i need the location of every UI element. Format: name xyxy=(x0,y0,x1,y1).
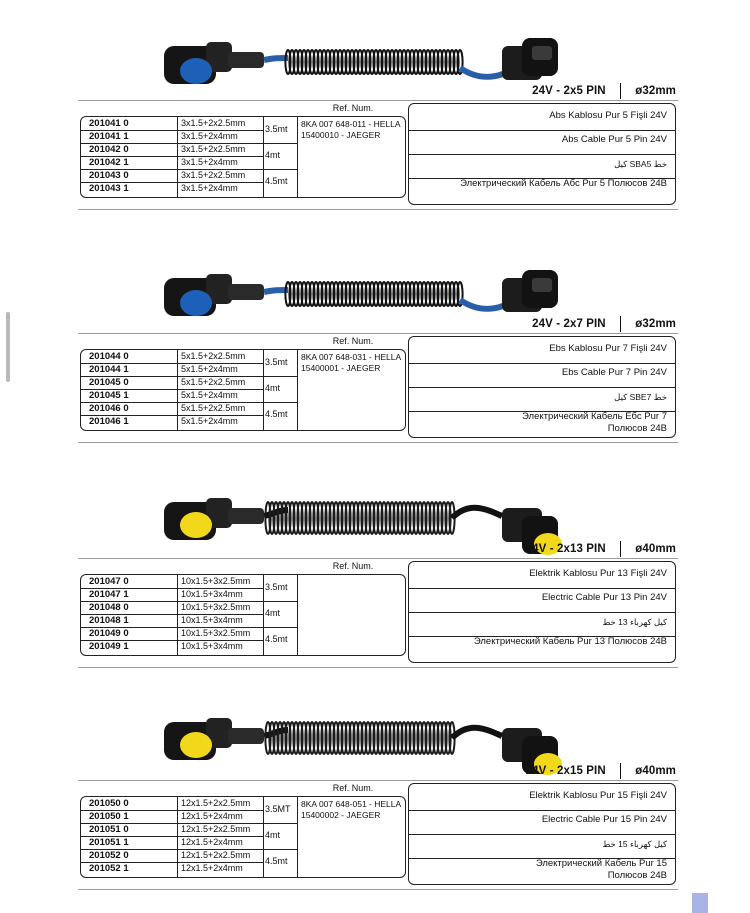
product-table xyxy=(78,333,678,443)
cable-size: 12x1.5+2x2.5mm xyxy=(181,850,251,860)
cable-size: 10x1.5+3x2.5mm xyxy=(181,628,251,638)
length-divider xyxy=(263,169,297,170)
cable-length: 4mt xyxy=(265,830,281,840)
cable-length: 4mt xyxy=(265,608,281,618)
product-code: 201044 1 xyxy=(89,364,129,375)
left-plug xyxy=(164,498,264,540)
ref-num-header: Ref. Num. xyxy=(332,783,374,793)
table-row xyxy=(81,389,263,402)
table-row xyxy=(81,415,263,428)
product-code: 201052 0 xyxy=(89,850,129,861)
product-table xyxy=(78,780,678,890)
pin-spec: 24V - 2x13 PIN xyxy=(525,543,606,555)
table-row xyxy=(81,862,263,875)
table-row xyxy=(81,810,263,823)
product-table xyxy=(78,100,678,210)
description-divider xyxy=(409,130,675,131)
description-box xyxy=(408,336,676,438)
code-box xyxy=(80,116,406,198)
cable-tail xyxy=(452,508,502,518)
table-row xyxy=(81,156,263,169)
plug-face xyxy=(180,512,212,538)
product-code: 201050 1 xyxy=(89,811,129,822)
cable-coil xyxy=(285,282,462,306)
product-description: کیل کهرباء 15 خط xyxy=(602,839,667,849)
description-divider xyxy=(409,612,675,613)
product-code: 201050 0 xyxy=(89,798,129,809)
code-box xyxy=(80,349,406,431)
ref-num-header: Ref. Num. xyxy=(332,103,374,113)
reference-number: 8KA 007 648-051 - HELLA xyxy=(301,799,402,809)
product-description: کیل SBA5 خط xyxy=(614,159,667,169)
cable-length: 4.5mt xyxy=(265,634,288,644)
description-box xyxy=(408,103,676,205)
description-divider xyxy=(409,810,675,811)
product-code: 201049 1 xyxy=(89,641,129,652)
code-box xyxy=(80,796,406,878)
reference-number: 15400002 - JAEGER xyxy=(301,810,381,820)
length-divider xyxy=(263,402,297,403)
product-code: 201052 1 xyxy=(89,863,129,874)
description-divider xyxy=(409,588,675,589)
diameter-spec: ø40mm xyxy=(635,543,676,555)
page-scrollbar[interactable] xyxy=(6,312,10,382)
product-description: Ebs Kablosu Pur 7 Fişli 24V xyxy=(549,343,667,354)
length-divider xyxy=(263,143,297,144)
description-box xyxy=(408,783,676,885)
diameter-spec: ø32mm xyxy=(635,318,676,330)
product-code: 201044 0 xyxy=(89,351,129,362)
cable-size: 5x1.5+2x4mm xyxy=(181,390,238,400)
column-divider xyxy=(177,350,178,430)
cable-length: 3.5mt xyxy=(265,124,288,134)
table-row xyxy=(81,849,263,862)
right-plug xyxy=(502,270,558,312)
reference-number: 15400001 - JAEGER xyxy=(301,363,381,373)
spec-separator xyxy=(620,316,622,332)
column-divider xyxy=(263,797,264,877)
column-divider xyxy=(177,575,178,655)
reference-number: 8KA 007 648-031 - HELLA xyxy=(301,352,402,362)
product-code: 201046 0 xyxy=(89,403,129,414)
length-divider xyxy=(263,849,297,850)
ref-num-header: Ref. Num. xyxy=(332,336,374,346)
column-divider xyxy=(263,575,264,655)
spec-line xyxy=(526,540,676,558)
cable-lead xyxy=(264,58,288,60)
pin-spec: 24V - 2x5 PIN xyxy=(532,85,606,97)
product-code: 201048 0 xyxy=(89,602,129,613)
description-divider xyxy=(409,154,675,155)
product-description: کیل کهرباء 13 خط xyxy=(602,617,667,627)
cable-length: 3.5mt xyxy=(265,357,288,367)
spec-separator xyxy=(620,763,622,779)
product-code: 201045 1 xyxy=(89,390,129,401)
cable-size: 3x1.5+2x2.5mm xyxy=(181,170,246,180)
cable-coil xyxy=(265,502,454,534)
reference-numbers xyxy=(301,119,406,141)
product-table xyxy=(78,558,678,668)
product-description: Ebs Cable Pur 7 Pin 24V xyxy=(561,367,667,378)
product-code: 201041 1 xyxy=(89,131,129,142)
product-description: Electric Cable Pur 15 Pin 24V xyxy=(541,814,667,825)
table-row xyxy=(81,182,263,195)
left-plug xyxy=(164,274,264,316)
length-divider xyxy=(263,376,297,377)
table-row xyxy=(81,143,263,156)
product-section xyxy=(78,480,678,668)
product-description: Abs Kablosu Pur 5 Fişli 24V xyxy=(549,110,667,121)
cable-length: 4.5mt xyxy=(265,409,288,419)
product-section xyxy=(78,250,678,443)
ref-num-header: Ref. Num. xyxy=(332,561,374,571)
diameter-spec: ø32mm xyxy=(635,85,676,97)
table-row xyxy=(81,601,263,614)
plug-face xyxy=(180,732,212,758)
table-row xyxy=(81,797,263,810)
spec-line xyxy=(532,315,676,333)
description-divider xyxy=(409,363,675,364)
length-divider xyxy=(263,823,297,824)
plug-face xyxy=(180,290,212,316)
product-description: Elektrik Kablosu Pur 15 Fişli 24V xyxy=(529,790,667,801)
product-description: Электрический Кабель Pur 13 Полюсов 24В xyxy=(473,636,667,647)
cable-size: 3x1.5+2x4mm xyxy=(181,183,238,193)
cable-size: 10x1.5+3x2.5mm xyxy=(181,602,251,612)
reference-number: 15400010 - JAEGER xyxy=(301,130,381,140)
spec-separator xyxy=(620,83,622,99)
cable-lead xyxy=(264,290,288,292)
table-row xyxy=(81,402,263,415)
cable-tail xyxy=(452,728,502,738)
table-row xyxy=(81,130,263,143)
product-code: 201046 1 xyxy=(89,416,129,427)
column-divider xyxy=(263,350,264,430)
spec-line xyxy=(532,82,676,100)
product-code: 201048 1 xyxy=(89,615,129,626)
cable-size: 3x1.5+2x4mm xyxy=(181,131,238,141)
cable-size: 12x1.5+2x2.5mm xyxy=(181,824,251,834)
code-box xyxy=(80,574,406,656)
cable-size: 10x1.5+3x2.5mm xyxy=(181,576,251,586)
cable-length: 3.5mt xyxy=(265,582,288,592)
product-code: 201042 1 xyxy=(89,157,129,168)
cable-size: 3x1.5+2x2.5mm xyxy=(181,118,246,128)
product-code: 201041 0 xyxy=(89,118,129,129)
product-code: 201043 0 xyxy=(89,170,129,181)
reference-numbers xyxy=(301,799,406,821)
cable-size: 10x1.5+3x4mm xyxy=(181,615,243,625)
product-description: Электрический Кабель Абс Pur 5 Полюсов 24В xyxy=(460,178,667,189)
cable-length: 4mt xyxy=(265,383,281,393)
product-description: Электрический Кабель Ебс Pur 7 Полюсов 24В xyxy=(522,411,667,434)
product-section xyxy=(78,18,678,210)
cable-length: 4.5mt xyxy=(265,176,288,186)
table-row xyxy=(81,363,263,376)
pin-spec: 24V - 2x7 PIN xyxy=(532,318,606,330)
table-row xyxy=(81,640,263,653)
column-divider xyxy=(177,797,178,877)
product-description: Abs Cable Pur 5 Pin 24V xyxy=(561,134,667,145)
left-plug xyxy=(164,42,264,84)
table-row xyxy=(81,169,263,182)
column-divider xyxy=(263,117,264,197)
length-divider xyxy=(263,601,297,602)
description-divider xyxy=(409,834,675,835)
table-row xyxy=(81,836,263,849)
table-row xyxy=(81,376,263,389)
spec-line xyxy=(526,762,676,780)
corner-tab[interactable] xyxy=(692,893,708,913)
reference-numbers xyxy=(301,352,406,374)
cable-size: 3x1.5+2x2.5mm xyxy=(181,144,246,154)
right-plug xyxy=(502,38,558,80)
cable-size: 5x1.5+2x2.5mm xyxy=(181,377,246,387)
product-code: 201047 1 xyxy=(89,589,129,600)
product-description: Electric Cable Pur 13 Pin 24V xyxy=(541,592,667,603)
table-row xyxy=(81,575,263,588)
cable-size: 12x1.5+2x2.5mm xyxy=(181,798,251,808)
product-description: Elektrik Kablosu Pur 13 Fişli 24V xyxy=(529,568,667,579)
length-divider xyxy=(263,627,297,628)
pin-spec: 24V - 2x15 PIN xyxy=(525,765,606,777)
product-description: کیل SBE7 خط xyxy=(614,392,667,402)
product-description: Электрический Кабель Pur 15 Полюсов 24В xyxy=(535,858,667,881)
cable-size: 10x1.5+3x4mm xyxy=(181,641,243,651)
product-code: 201051 0 xyxy=(89,824,129,835)
table-row xyxy=(81,350,263,363)
cable-size: 3x1.5+2x4mm xyxy=(181,157,238,167)
diameter-spec: ø40mm xyxy=(635,765,676,777)
table-row xyxy=(81,588,263,601)
table-row xyxy=(81,823,263,836)
plug-face xyxy=(180,58,212,84)
cable-size: 12x1.5+2x4mm xyxy=(181,811,243,821)
cable-size: 5x1.5+2x2.5mm xyxy=(181,403,246,413)
cable-size: 12x1.5+2x4mm xyxy=(181,863,243,873)
reference-number: 8KA 007 648-011 - HELLA xyxy=(301,119,401,129)
left-plug xyxy=(164,718,264,760)
cable-length: 3.5MT xyxy=(265,804,291,814)
product-code: 201047 0 xyxy=(89,576,129,587)
cable-size: 5x1.5+2x4mm xyxy=(181,416,238,426)
cable-lead xyxy=(264,730,288,736)
product-code: 201045 0 xyxy=(89,377,129,388)
column-divider xyxy=(177,117,178,197)
cable-size: 5x1.5+2x4mm xyxy=(181,364,238,374)
product-code: 201049 0 xyxy=(89,628,129,639)
cable-length: 4.5mt xyxy=(265,856,288,866)
cable-length: 4mt xyxy=(265,150,281,160)
cable-coil xyxy=(265,722,454,754)
cable-lead xyxy=(264,510,288,516)
cable-size: 5x1.5+2x2.5mm xyxy=(181,351,246,361)
cable-coil xyxy=(285,50,462,74)
product-code: 201043 1 xyxy=(89,183,129,194)
product-section xyxy=(78,700,678,890)
product-code: 201042 0 xyxy=(89,144,129,155)
table-row xyxy=(81,627,263,640)
spec-separator xyxy=(620,541,622,557)
cable-size: 12x1.5+2x4mm xyxy=(181,837,243,847)
description-box xyxy=(408,561,676,663)
table-row xyxy=(81,117,263,130)
product-code: 201051 1 xyxy=(89,837,129,848)
table-row xyxy=(81,614,263,627)
description-divider xyxy=(409,387,675,388)
cable-size: 10x1.5+3x4mm xyxy=(181,589,243,599)
